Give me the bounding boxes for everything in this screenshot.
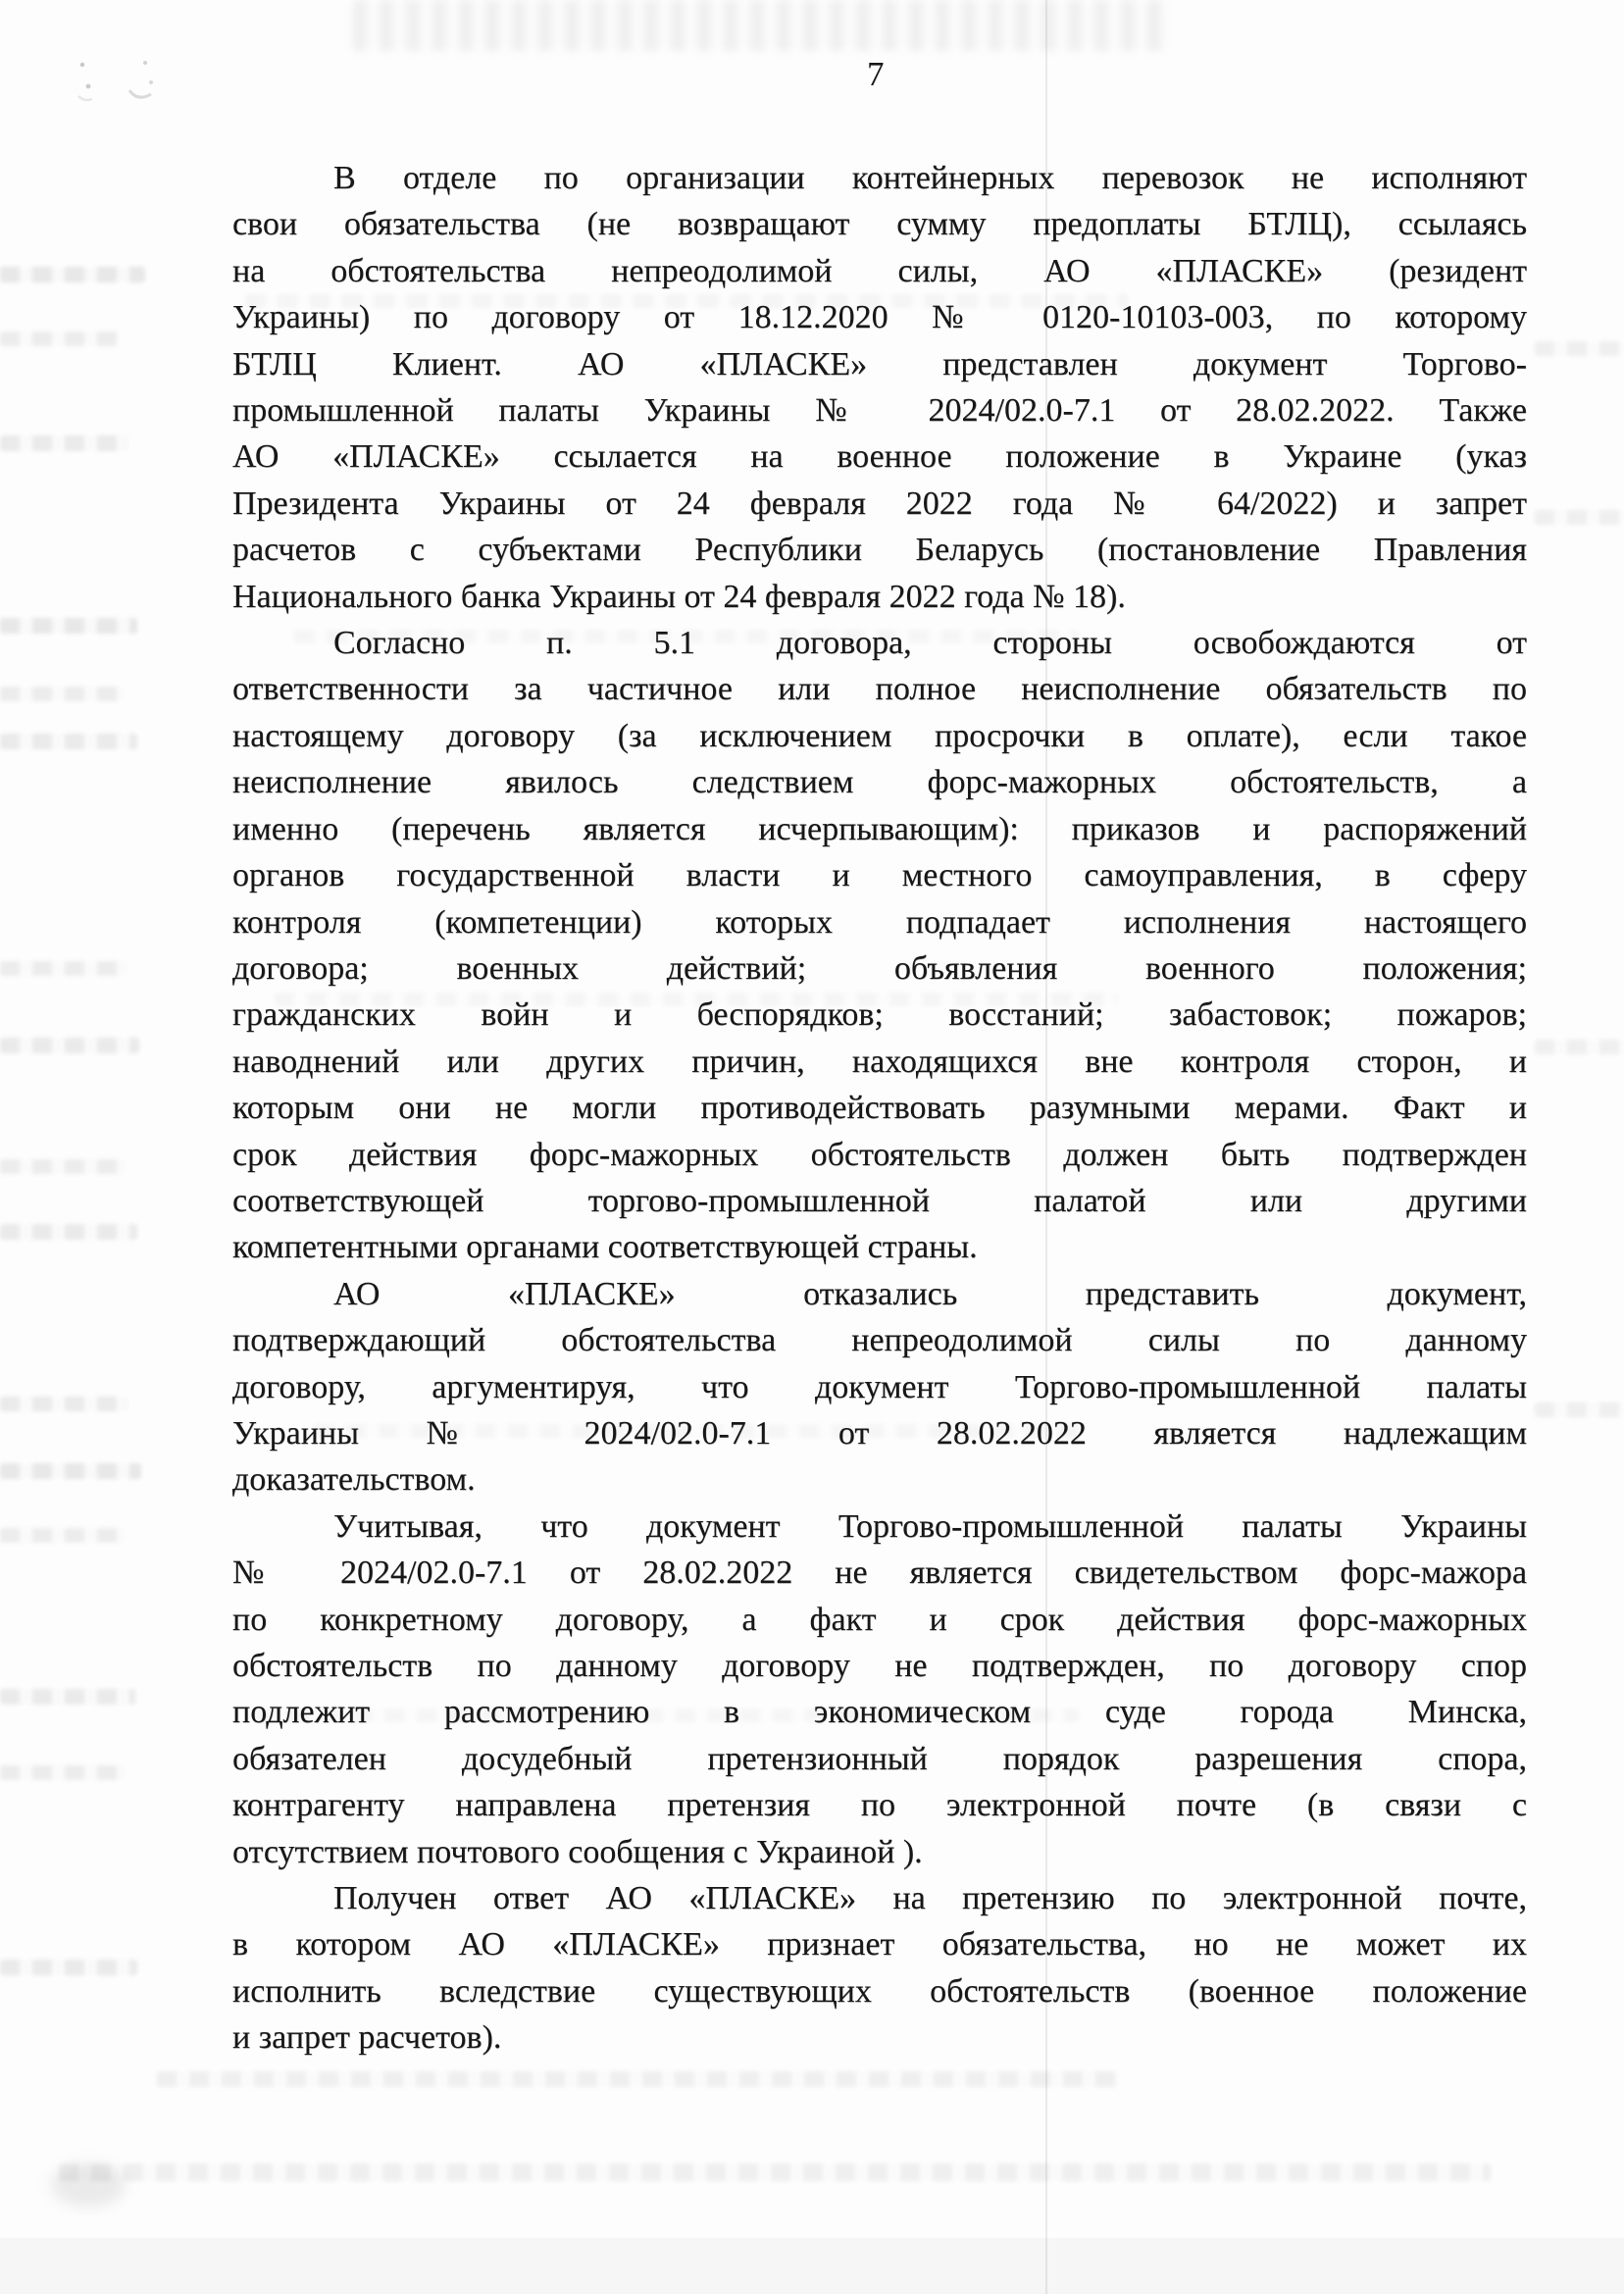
text-line: Учитывая, что документ Торгово-промышленной палаты Украины	[333, 1507, 1527, 1545]
text-line: соответствующей торгово-промышленной палатой или другими	[232, 1182, 1527, 1219]
text-line: подтверждающий обстоятельства непреодолимой силы по данному	[232, 1322, 1527, 1359]
text-line: на обстоятельства непреодолимой силы, АО «ПЛАСКЕ» (резидент	[232, 252, 1527, 289]
paragraph	[232, 1504, 1527, 1875]
text-block	[232, 155, 1527, 2062]
bleedthrough-ghost	[1535, 1402, 1623, 1417]
text-line: В отделе по организации контейнерных перевозок не исполняют	[333, 160, 1527, 196]
bleedthrough-ghost	[0, 1765, 126, 1780]
scan-bottom-shading	[0, 2238, 1624, 2294]
pencil-marks	[61, 39, 198, 118]
paragraph	[232, 1271, 1527, 1504]
text-line: Украины) по договору от 18.12.2020 № 0120-10103-003, по которому	[232, 299, 1527, 336]
text-line: компетентными органами соответствующей страны.	[232, 1229, 978, 1266]
bleedthrough-ghost	[0, 961, 127, 976]
bleedthrough-ghost	[0, 267, 145, 282]
text-line: ответственности за частичное или полное неисполнение обязательств по	[232, 671, 1527, 708]
bleedthrough-ghost	[0, 1224, 137, 1240]
paragraph	[232, 155, 1527, 620]
bleedthrough-ghost	[1535, 341, 1623, 356]
text-line: неисполнение явилось следствием форс-мажорных обстоятельств, а	[232, 764, 1527, 801]
bleedthrough-ghost	[59, 2164, 1491, 2181]
text-line: подлежит рассмотрению в экономическом суде города Минска,	[232, 1694, 1527, 1731]
scan-noise-band	[353, 0, 1167, 51]
paragraph	[232, 620, 1527, 1271]
text-line: гражданских войн и беспорядков; восстаний; забастовок; пожаров;	[232, 996, 1527, 1034]
bleedthrough-ghost	[0, 435, 129, 451]
text-line: по конкретному договору, а факт и срок действия форс-мажорных	[232, 1601, 1527, 1638]
bleedthrough-ghost	[0, 1397, 129, 1411]
bleedthrough-ghost	[0, 1159, 126, 1174]
text-line: № 2024/02.0-7.1 от 28.02.2022 не является свидетельством форс-мажора	[232, 1555, 1527, 1592]
text-line: и запрет расчетов).	[232, 2019, 502, 2057]
text-line: Президента Украины от 24 февраля 2022 года № 64/2022) и запрет	[232, 484, 1527, 522]
paragraph	[232, 1875, 1527, 2062]
bleedthrough-ghost	[0, 1960, 137, 1975]
bleedthrough-ghost	[0, 1528, 124, 1543]
bleedthrough-ghost	[1535, 1040, 1623, 1054]
text-line: отсутствием почтового сообщения с Украиной ).	[232, 1833, 923, 1870]
text-line: срок действия форс-мажорных обстоятельств должен быть подтвержден	[232, 1136, 1527, 1173]
text-line: АО «ПЛАСКЕ» ссылается на военное положение в Украине (указ	[232, 438, 1527, 476]
text-line: Национального банка Украины от 24 февраля 2022 года № 18).	[232, 578, 1126, 615]
bleedthrough-ghost	[0, 1038, 139, 1053]
text-line: промышленной палаты Украины № 2024/02.0-7.1 от 28.02.2022. Также	[232, 392, 1527, 430]
text-line: наводнений или других причин, находящихся вне контроля сторон, и	[232, 1043, 1527, 1080]
text-line: расчетов с субъектами Республики Беларусь (постановление Правления	[232, 532, 1527, 569]
text-line: Украины № 2024/02.0-7.1 от 28.02.2022 является надлежащим	[232, 1414, 1527, 1452]
text-line: договора; военных действий; объявления военного положения;	[232, 949, 1527, 987]
page-number: 7	[867, 55, 885, 93]
text-line: свои обязательства (не возвращают сумму предоплаты БТЛЦ), ссылаясь	[232, 206, 1527, 243]
text-line: АО «ПЛАСКЕ» отказались представить документ,	[333, 1275, 1527, 1312]
text-line: Получен ответ АО «ПЛАСКЕ» на претензию по электронной почте,	[333, 1880, 1527, 1917]
text-line: Согласно п. 5.1 договора, стороны освобождаются от	[333, 625, 1527, 662]
text-line: органов государственной власти и местного самоуправления, в сферу	[232, 857, 1527, 894]
text-line: которым они не могли противодействовать разумными мерами. Факт и	[232, 1090, 1527, 1127]
scan-smudge-blob	[51, 2164, 126, 2207]
bleedthrough-ghost	[0, 618, 137, 634]
text-line: обязателен досудебный претензионный порядок разрешения спора,	[232, 1740, 1527, 1777]
bleedthrough-ghost	[0, 1689, 135, 1705]
bleedthrough-ghost	[0, 687, 124, 701]
bleedthrough-ghost	[157, 2071, 1118, 2087]
text-line: настоящему договору (за исключением просрочки в оплате), если такое	[232, 717, 1527, 754]
text-line: обстоятельств по данному договору не подтвержден, по договору спор	[232, 1648, 1527, 1684]
text-line: БТЛЦ Клиент. АО «ПЛАСКЕ» представлен документ Торгово-	[232, 345, 1527, 382]
text-line: в котором АО «ПЛАСКЕ» признает обязательства, но не может их	[232, 1926, 1527, 1963]
text-line: доказательством.	[232, 1461, 476, 1499]
bleedthrough-ghost	[0, 734, 137, 749]
text-line: договору, аргументируя, что документ Торгово-промышленной палаты	[232, 1368, 1527, 1405]
text-line: именно (перечень является исчерпывающим): приказов и распоряжений	[232, 810, 1527, 847]
bleedthrough-ghost	[0, 331, 118, 346]
text-line: контрагенту направлена претензия по электронной почте (в связи с	[232, 1787, 1527, 1824]
text-line: контроля (компетенции) которых подпадает исполнения настоящего	[232, 903, 1527, 941]
bleedthrough-ghost	[0, 1463, 141, 1479]
bleedthrough-ghost	[1535, 510, 1623, 525]
text-line: исполнить вследствие существующих обстоятельств (военное положение	[232, 1972, 1527, 2010]
